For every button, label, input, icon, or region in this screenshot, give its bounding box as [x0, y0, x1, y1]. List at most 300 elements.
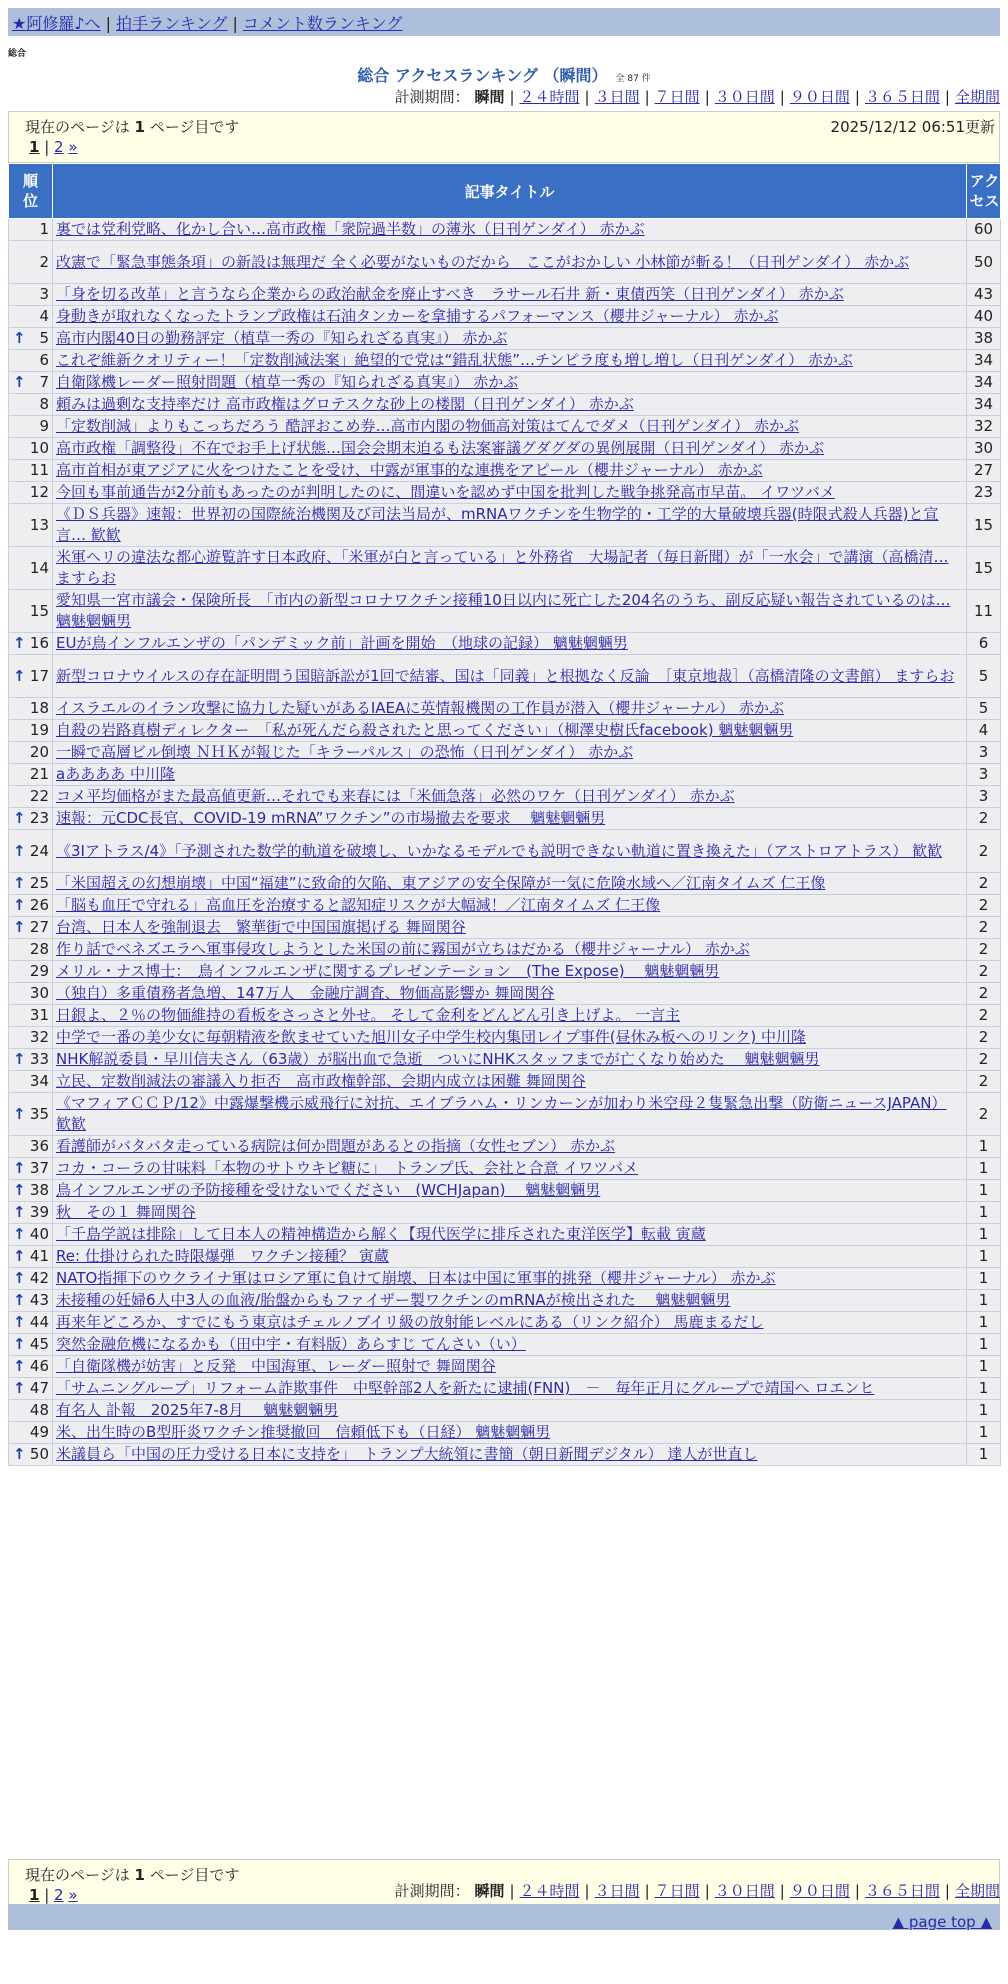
article-link[interactable]: 《ＤＳ兵器》速報：世界初の国際統治機関及び司法当局が、mRNAワクチンを生物学的・工学的大量破壊兵器(時限式殺人兵器)と宣言… 歓歓: [56, 505, 939, 544]
updated-timestamp: 2025/12/12 06:51更新: [830, 118, 995, 136]
rank-up-arrow-icon: ↑: [13, 666, 26, 685]
title-cell: [53, 547, 967, 590]
table-row: [9, 764, 1001, 786]
access-count: 2: [967, 830, 1001, 873]
ranking-body: [9, 219, 1001, 1466]
access-count: 1: [967, 1180, 1001, 1202]
article-link[interactable]: 「千島学説は排除」して日本人の精神構造から解く【現代医学に排斥された東洋医学】転載 寅蔵: [56, 1225, 706, 1243]
page-title: 総合 アクセスランキング （瞬間）: [357, 66, 608, 85]
table-row: [9, 416, 1001, 438]
article-link[interactable]: Re: 仕掛けられた時限爆弾 ワクチン接種？ 寅蔵: [56, 1247, 389, 1265]
article-link[interactable]: 看護師がバタバタ走っている病院は何か問題があるとの指摘（女性セブン） 赤かぶ: [56, 1137, 616, 1155]
rank-cell: [9, 372, 53, 394]
next-page-link[interactable]: »: [68, 138, 78, 156]
next-page-link[interactable]: »: [68, 1886, 78, 1904]
access-count: 2: [967, 917, 1001, 939]
rank-number: 34: [29, 1072, 49, 1090]
title-cell: [53, 394, 967, 416]
access-count: 1: [967, 1202, 1001, 1224]
access-count: 1: [967, 1158, 1001, 1180]
table-row: [9, 372, 1001, 394]
period-7d-link[interactable]: ７日間: [654, 88, 700, 106]
rank-number: 25: [29, 874, 49, 892]
title-cell: [53, 504, 967, 547]
rank-number: 42: [29, 1269, 49, 1287]
article-link[interactable]: 高市政権「調整役」不在でお手上げ状態…国会会期末迫るも法案審議グダグダの異例展開（日刊ゲンダイ） 赤かぶ: [56, 439, 824, 457]
article-link[interactable]: 新型コロナウイルスの存在証明問う国賠訴訟が1回で結審、国は「同義」と根拠なく反論 ［東京地裁］（高橋清隆の文書館） ますらお: [56, 666, 955, 685]
access-count: 6: [967, 633, 1001, 655]
rank-number: 6: [39, 351, 49, 369]
access-count: 30: [967, 438, 1001, 460]
table-row: [9, 350, 1001, 372]
table-header-row: [9, 164, 1001, 219]
rank-cell: [9, 1224, 53, 1246]
rank-up-arrow-icon: ↑: [13, 896, 26, 914]
period-3d-link[interactable]: ３日間: [594, 88, 640, 106]
article-link[interactable]: 中学で一番の美少女に毎朝精液を飲ませていた旭川女子中学生校内集団レイプ事件(昼休み板へのリンク) 中川隆: [56, 1028, 806, 1046]
pager-top: [8, 111, 1000, 163]
rank-number: 17: [29, 666, 49, 685]
period-label: 計測期間：: [394, 1882, 470, 1900]
rank-number: 47: [29, 1379, 49, 1397]
title-cell: [53, 1202, 967, 1224]
rank-number: 30: [29, 984, 49, 1002]
title-cell: [53, 1246, 967, 1268]
access-count: 11: [967, 590, 1001, 633]
table-row: [9, 284, 1001, 306]
rank-cell: [9, 1246, 53, 1268]
title-cell: [53, 655, 967, 698]
title-cell: [53, 764, 967, 786]
access-count: 1: [967, 1312, 1001, 1334]
access-count: 5: [967, 698, 1001, 720]
article-link[interactable]: 米議員ら「中国の圧力受ける日本に支持を」 トランプ大統領に書簡（朝日新聞デジタル） 達人が世直し: [56, 1445, 758, 1463]
access-count: 1: [967, 1136, 1001, 1158]
rank-number: 19: [29, 721, 49, 739]
rank-number: 27: [29, 918, 49, 936]
period-label: 計測期間：: [394, 88, 470, 106]
access-count: 2: [967, 983, 1001, 1005]
title-cell: [53, 590, 967, 633]
article-link[interactable]: 今回も事前通告が2分前もあったのが判明したのに、間違いを認めず中国を批判した戦争挑発高市早苗。 イワツバメ: [56, 483, 835, 501]
title-cell: [53, 219, 967, 241]
home-link[interactable]: ★阿修羅♪へ: [12, 14, 101, 33]
rank-cell: [9, 350, 53, 372]
rank-cell: [9, 1005, 53, 1027]
rank-number: 39: [29, 1203, 49, 1221]
rank-up-arrow-icon: ↑: [13, 841, 26, 860]
title-cell: [53, 328, 967, 350]
rank-cell: [9, 698, 53, 720]
period-90d-link[interactable]: ９０日間: [789, 88, 850, 106]
rank-up-arrow-icon: ↑: [13, 1104, 26, 1123]
access-count: 2: [967, 939, 1001, 961]
table-row: [9, 1268, 1001, 1290]
bottom-bar: [8, 1904, 1000, 1930]
period-7d-link[interactable]: ７日間: [654, 1882, 700, 1900]
table-row: [9, 1005, 1001, 1027]
article-link[interactable]: 裏では党利党略、化かし合い…高市政権「衆院過半数」の薄氷（日刊ゲンダイ） 赤かぶ: [56, 220, 645, 238]
rank-number: 38: [29, 1181, 49, 1199]
title-cell: [53, 873, 967, 895]
article-link[interactable]: これぞ維新クオリティー！「定数削減法案」絶望的で党は“錯乱状態”…チンピラ度も増し増し（日刊ゲンダイ） 赤かぶ: [56, 351, 853, 369]
access-count: 1: [967, 1356, 1001, 1378]
title-cell: [53, 1136, 967, 1158]
article-link[interactable]: 「米国超えの幻想崩壊」中国“福建”に致命的欠陥、東アジアの安全保障が一気に危険水域へ／江南タイムズ 仁王像: [56, 874, 826, 892]
period-selector-bottom: 計測期間： 瞬間 | ２４時間 | ３日間 | ７日間 | ３０日間 | ９０日間 | ３６５日間 | 全期間: [394, 1882, 1000, 1900]
rank-cell: [9, 633, 53, 655]
title-cell: [53, 438, 967, 460]
rank-number: 35: [29, 1104, 49, 1123]
article-link[interactable]: 鳥インフルエンザの予防接種を受けないでください (WCHJapan) 魑魅魍魎男: [56, 1181, 601, 1199]
table-row: [9, 1290, 1001, 1312]
current-page-text: 現在のページは 1 ページ目です: [25, 118, 240, 136]
rank-up-arrow-icon: ↑: [13, 809, 26, 827]
table-row: [9, 1049, 1001, 1071]
article-link[interactable]: 米、出生時のB型肝炎ワクチン推奨撤回 信頼低下も（日経） 魑魅魍魎男: [56, 1423, 551, 1441]
access-count: 1: [967, 1444, 1001, 1466]
current-page-text: 現在のページは 1 ページ目です: [25, 1866, 240, 1884]
comment-ranking-link[interactable]: コメント数ランキング: [242, 14, 403, 33]
top-nav: [8, 8, 1000, 36]
col-rank-header: 順位: [9, 164, 53, 219]
access-count: 1: [967, 1422, 1001, 1444]
access-count: 3: [967, 786, 1001, 808]
access-count: 2: [967, 1093, 1001, 1136]
period-24h-link[interactable]: ２４時間: [519, 88, 580, 106]
title-cell: [53, 961, 967, 983]
title-cell: [53, 1312, 967, 1334]
rank-number: 5: [39, 329, 49, 347]
article-link[interactable]: 秋 その１ 舞岡関谷: [56, 1203, 196, 1221]
access-count: 43: [967, 284, 1001, 306]
rank-cell: [9, 808, 53, 830]
applause-ranking-link[interactable]: 拍手ランキング: [115, 14, 228, 33]
rank-up-arrow-icon: ↑: [13, 874, 26, 892]
table-row: [9, 939, 1001, 961]
rank-cell: [9, 1180, 53, 1202]
rank-cell: [9, 1071, 53, 1093]
rank-number: 46: [29, 1357, 49, 1375]
rank-up-arrow-icon: ↑: [13, 329, 26, 347]
period-90d-link[interactable]: ９０日間: [789, 1882, 850, 1900]
rank-cell: [9, 742, 53, 764]
nav-separator: |: [105, 14, 111, 33]
access-count: 23: [967, 482, 1001, 504]
table-row: [9, 873, 1001, 895]
rank-number: 43: [29, 1291, 49, 1309]
rank-up-arrow-icon: ↑: [13, 1225, 26, 1243]
title-cell: [53, 1071, 967, 1093]
rank-cell: [9, 547, 53, 590]
article-link[interactable]: 「定数削減」よりもこっちだろう 酷評おこめ券…高市内閣の物価高対策はてんでダメ（日刊ゲンダイ） 赤かぶ: [56, 417, 800, 435]
rank-cell: [9, 394, 53, 416]
article-link[interactable]: 愛知県一宮市議会・保険所長 「市内の新型コロナワクチン接種10日以内に死亡した204名のうち、副反応疑い報告されているのは… 魑魅魍魎男: [56, 591, 951, 630]
article-link[interactable]: 再来年どころか、すでにもう東京はチェルノブイリ級の放射能レベルにある（リンク紹介） 馬鹿まるだし: [56, 1313, 764, 1331]
rank-number: 31: [29, 1006, 49, 1024]
rank-cell: [9, 460, 53, 482]
rank-number: 49: [29, 1423, 49, 1441]
table-row: [9, 720, 1001, 742]
rank-up-arrow-icon: ↑: [13, 918, 26, 936]
table-row: [9, 655, 1001, 698]
access-count: 50: [967, 241, 1001, 284]
access-count: 4: [967, 720, 1001, 742]
table-row: [9, 1027, 1001, 1049]
rank-cell: [9, 720, 53, 742]
table-row: [9, 1136, 1001, 1158]
title-cell: [53, 1268, 967, 1290]
title-cell: [53, 1400, 967, 1422]
title-cell: [53, 1290, 967, 1312]
rank-cell: [9, 1312, 53, 1334]
page-top-link[interactable]: ▲ page top ▲: [892, 1913, 992, 1931]
table-row: [9, 328, 1001, 350]
rank-cell: [9, 1202, 53, 1224]
article-link[interactable]: イスラエルのイラン攻撃に協力した疑いがあるIAEAに英情報機関の工作員が潜入（櫻井ジャーナル） 赤かぶ: [56, 699, 784, 717]
article-link[interactable]: 未接種の妊婦6人中3人の血液/胎盤からもファイザー製ワクチンのmRNAが検出された 魑魅魍魎男: [56, 1291, 731, 1309]
table-row: [9, 241, 1001, 284]
access-count: 1: [967, 1268, 1001, 1290]
table-row: [9, 1378, 1001, 1400]
article-link[interactable]: aああああ 中川隆: [56, 765, 175, 783]
access-count: 2: [967, 961, 1001, 983]
title-cell: [53, 372, 967, 394]
title-cell: [53, 1422, 967, 1444]
access-count: 2: [967, 1071, 1001, 1093]
page-2-link[interactable]: 2: [54, 1886, 64, 1904]
article-link[interactable]: （独自）多重債務者急増、147万人 金融庁調査、物価高影響か 舞岡関谷: [56, 984, 555, 1002]
period-all-link[interactable]: 全期間: [954, 88, 1000, 106]
rank-cell: [9, 1093, 53, 1136]
access-count: 40: [967, 306, 1001, 328]
rank-number: 14: [29, 558, 49, 577]
table-row: [9, 917, 1001, 939]
access-count: 1: [967, 1290, 1001, 1312]
rank-cell: [9, 504, 53, 547]
title-cell: [53, 983, 967, 1005]
col-title-header: 記事タイトル: [53, 164, 967, 219]
access-count: 60: [967, 219, 1001, 241]
article-link[interactable]: 作り話でベネズエラへ軍事侵攻しようとした米国の前に霧国が立ちはだかる（櫻井ジャーナル） 赤かぶ: [56, 940, 750, 958]
title-cell: [53, 416, 967, 438]
rank-up-arrow-icon: ↑: [13, 1269, 26, 1287]
title-cell: [53, 1049, 967, 1071]
article-link[interactable]: 速報：元CDC長官、COVID-19 mRNA”ワクチン”の市場撤去を要求 魑魅魍魎男: [56, 809, 606, 827]
table-row: [9, 983, 1001, 1005]
rank-number: 48: [29, 1401, 49, 1419]
rank-number: 13: [29, 515, 49, 534]
rank-number: 36: [29, 1137, 49, 1155]
table-row: [9, 1180, 1001, 1202]
table-row: [9, 633, 1001, 655]
rank-number: 50: [29, 1445, 49, 1463]
period-3d-link[interactable]: ３日間: [594, 1882, 640, 1900]
rank-cell: [9, 1049, 53, 1071]
access-count: 1: [967, 1334, 1001, 1356]
article-link[interactable]: 高市首相が東アジアに火をつけたことを受け、中露が軍事的な連携をアピール（櫻井ジャーナル） 赤かぶ: [56, 461, 763, 479]
period-30d-link[interactable]: ３０日間: [714, 88, 775, 106]
rank-up-arrow-icon: ↑: [13, 1050, 26, 1068]
table-row: [9, 698, 1001, 720]
table-row: [9, 547, 1001, 590]
rank-cell: [9, 1136, 53, 1158]
rank-number: 2: [39, 252, 49, 271]
table-row: [9, 961, 1001, 983]
rank-up-arrow-icon: ↑: [13, 1159, 26, 1177]
title-cell: [53, 698, 967, 720]
rank-up-arrow-icon: ↑: [13, 1445, 26, 1463]
table-row: [9, 590, 1001, 633]
article-link[interactable]: 有名人 訃報 2025年7-8月 魑魅魍魎男: [56, 1401, 339, 1419]
rank-number: 18: [29, 699, 49, 717]
table-row: [9, 1312, 1001, 1334]
rank-number: 29: [29, 962, 49, 980]
access-count: 27: [967, 460, 1001, 482]
table-row: [9, 306, 1001, 328]
period-365d-link[interactable]: ３６５日間: [864, 88, 940, 106]
article-link[interactable]: 「脳も血圧で守れる」高血圧を治療すると認知症リスクが大幅減！／江南タイムズ 仁王像: [56, 896, 661, 914]
rank-number: 33: [29, 1050, 49, 1068]
access-count: 1: [967, 1400, 1001, 1422]
article-link[interactable]: NHK解説委員・早川信夫さん（63歳）が脳出血で急逝 ついにNHKスタッフまでが亡くなり始めた 魑魅魍魎男: [56, 1050, 820, 1068]
title-cell: [53, 917, 967, 939]
page-1-current: 1: [29, 138, 40, 156]
table-row: [9, 482, 1001, 504]
table-row: [9, 1202, 1001, 1224]
rank-up-arrow-icon: ↑: [13, 1379, 26, 1397]
title-cell: [53, 633, 967, 655]
article-link[interactable]: 《マフィアＣＣＰ/12》中露爆撃機示威飛行に対抗、エイブラハム・リンカーンが加わり米空母２隻緊急出撃（防衛ニュースJAPAN） 歓歓: [56, 1094, 947, 1133]
rank-up-arrow-icon: ↑: [13, 373, 26, 391]
article-link[interactable]: 自衛隊機レーダー照射問題（植草一秀の『知られざる真実』） 赤かぶ: [56, 373, 519, 391]
rank-up-arrow-icon: ↑: [13, 1247, 26, 1265]
access-count: 2: [967, 895, 1001, 917]
rank-up-arrow-icon: ↑: [13, 1335, 26, 1353]
article-link[interactable]: EUが鳥インフルエンザの「パンデミック前」計画を開始 （地球の記録） 魑魅魍魎男: [56, 634, 628, 652]
rank-number: 10: [29, 439, 49, 457]
table-row: [9, 1400, 1001, 1422]
rank-cell: [9, 416, 53, 438]
rank-cell: [9, 764, 53, 786]
article-link[interactable]: 米軍ヘリの違法な都心遊覧許す日本政府、「米軍が白と言っている」と外務省 大場記者（毎日新聞）が「一水会」で講演（高橋清… ますらお: [56, 548, 949, 587]
access-count: 32: [967, 416, 1001, 438]
access-count: 34: [967, 350, 1001, 372]
table-row: [9, 1093, 1001, 1136]
pagination: 1 | 2 »: [29, 1886, 78, 1904]
rank-number: 20: [29, 743, 49, 761]
rank-cell: [9, 939, 53, 961]
article-link[interactable]: コカ・コーラの甘味料「本物のサトウキビ糖に」 トランプ氏、会社と合意 イワツバメ: [56, 1159, 638, 1177]
rank-cell: [9, 1334, 53, 1356]
article-link[interactable]: 改憲で「緊急事態条項」の新設は無理だ 全く必要がないものだから ここがおかしい 小林節が斬る！（日刊ゲンダイ） 赤かぶ: [56, 252, 910, 271]
table-row: [9, 460, 1001, 482]
rank-cell: [9, 1268, 53, 1290]
rank-up-arrow-icon: ↑: [13, 1181, 26, 1199]
rank-cell: [9, 983, 53, 1005]
period-24h-link[interactable]: ２４時間: [519, 1882, 580, 1900]
rank-cell: [9, 873, 53, 895]
page-2-link[interactable]: 2: [54, 138, 64, 156]
article-link[interactable]: 高市内閣40日の勤務評定（植草一秀の『知られざる真実』） 赤かぶ: [56, 329, 508, 347]
article-link[interactable]: 「身を切る改革」と言うなら企業からの政治献金を廃止すべき ラサール石井 新・東債西笑（日刊ゲンダイ） 赤かぶ: [56, 285, 844, 303]
rank-cell: [9, 786, 53, 808]
article-link[interactable]: 身動きが取れなくなったトランプ政権は石油タンカーを拿捕するパフォーマンス（櫻井ジャーナル） 赤かぶ: [56, 307, 779, 325]
rank-up-arrow-icon: ↑: [13, 1291, 26, 1309]
article-link[interactable]: 「自衛隊機が妨害」と反発 中国海軍、レーダー照射で 舞岡関谷: [56, 1357, 496, 1375]
article-link[interactable]: 突然金融危機になるかも（田中宇・有料版）あらすじ てんさい（い）: [56, 1335, 526, 1353]
table-row: [9, 504, 1001, 547]
table-row: [9, 1444, 1001, 1466]
title-cell: [53, 1224, 967, 1246]
nav-separator: |: [232, 14, 238, 33]
table-row: [9, 808, 1001, 830]
period-30d-link[interactable]: ３０日間: [714, 1882, 775, 1900]
title-cell: [53, 460, 967, 482]
title-cell: [53, 742, 967, 764]
rank-cell: [9, 284, 53, 306]
table-row: [9, 1334, 1001, 1356]
access-count: 15: [967, 504, 1001, 547]
rank-number: 15: [29, 601, 49, 620]
rank-number: 26: [29, 896, 49, 914]
table-row: [9, 1158, 1001, 1180]
rank-cell: [9, 1158, 53, 1180]
article-link[interactable]: メリル・ナス博士： 鳥インフルエンザに関するプレゼンテーション (The Expose) 魑魅魍魎男: [56, 962, 720, 980]
rank-number: 3: [39, 285, 49, 303]
article-link[interactable]: 頼みは過剰な支持率だけ 高市政権はグロテスクな砂上の楼閣（日刊ゲンダイ） 赤かぶ: [56, 395, 634, 413]
rank-cell: [9, 830, 53, 873]
table-row: [9, 438, 1001, 460]
table-row: [9, 1224, 1001, 1246]
title-cell: [53, 241, 967, 284]
rank-number: 28: [29, 940, 49, 958]
rank-number: 1: [39, 220, 49, 238]
rank-cell: [9, 655, 53, 698]
article-link[interactable]: 立民、定数削減法の審議入り拒否 高市政権幹部、会期内成立は困難 舞岡関谷: [56, 1072, 586, 1090]
rank-up-arrow-icon: ↑: [13, 1357, 26, 1375]
table-row: [9, 786, 1001, 808]
rank-cell: [9, 1027, 53, 1049]
rank-number: 9: [39, 417, 49, 435]
table-row: [9, 1422, 1001, 1444]
rank-cell: [9, 306, 53, 328]
article-link[interactable]: 自殺の岩路真樹ディレクター 「私が死んだら殺されたと思ってください」（柳澤史樹氏facebook) 魑魅魍魎男: [56, 721, 794, 739]
period-365d-link[interactable]: ３６５日間: [864, 1882, 940, 1900]
article-link[interactable]: 《3Iアトラス/4》「予測された数学的軌道を破壊し、いかなるモデルでも説明できない軌道に置き換えた」（アストロアトラス） 歓歓: [56, 841, 943, 860]
table-row: [9, 1246, 1001, 1268]
article-link[interactable]: 日銀よ、２％の物価維持の看板をさっさと外せ。 そして金利をどんどん引き上げよ。 一言主: [56, 1006, 681, 1024]
period-current: 瞬間: [474, 88, 505, 106]
article-link[interactable]: コメ平均価格がまた最高値更新…それでも来春には「米価急落」必然のワケ（日刊ゲンダイ） 赤かぶ: [56, 787, 735, 805]
rank-cell: [9, 241, 53, 284]
article-link[interactable]: NATO指揮下のウクライナ軍はロシア軍に負けて崩壊、日本は中国に軍事的挑発（櫻井ジャーナル） 赤かぶ: [56, 1269, 776, 1287]
period-selector-top: 計測期間： 瞬間 | ２４時間 | ３日間 | ７日間 | ３０日間 | ９０日間 | ３６５日間 | 全期間: [394, 88, 1000, 106]
period-all-link[interactable]: 全期間: [954, 1882, 1000, 1900]
title-cell: [53, 1356, 967, 1378]
article-link[interactable]: 一瞬で高層ビル倒壊 ＮＨＫが報じた「キラーパルス」の恐怖（日刊ゲンダイ） 赤かぶ: [56, 743, 634, 761]
table-row: [9, 895, 1001, 917]
article-link[interactable]: 「サムニングループ」リフォーム詐欺事件 中堅幹部2人を新たに逮捕(FNN) － 毎年正月にグループで靖国へ ロエンヒ: [56, 1379, 875, 1397]
category-label: 総合: [8, 49, 27, 59]
ranking-table: [8, 163, 1001, 1466]
article-link[interactable]: 台湾、日本人を強制退去 繁華街で中国国旗掲げる 舞岡関谷: [56, 918, 466, 936]
rank-number: 8: [39, 395, 49, 413]
rank-number: 45: [29, 1335, 49, 1353]
rank-cell: [9, 961, 53, 983]
rank-cell: [9, 219, 53, 241]
access-count: 1: [967, 1378, 1001, 1400]
